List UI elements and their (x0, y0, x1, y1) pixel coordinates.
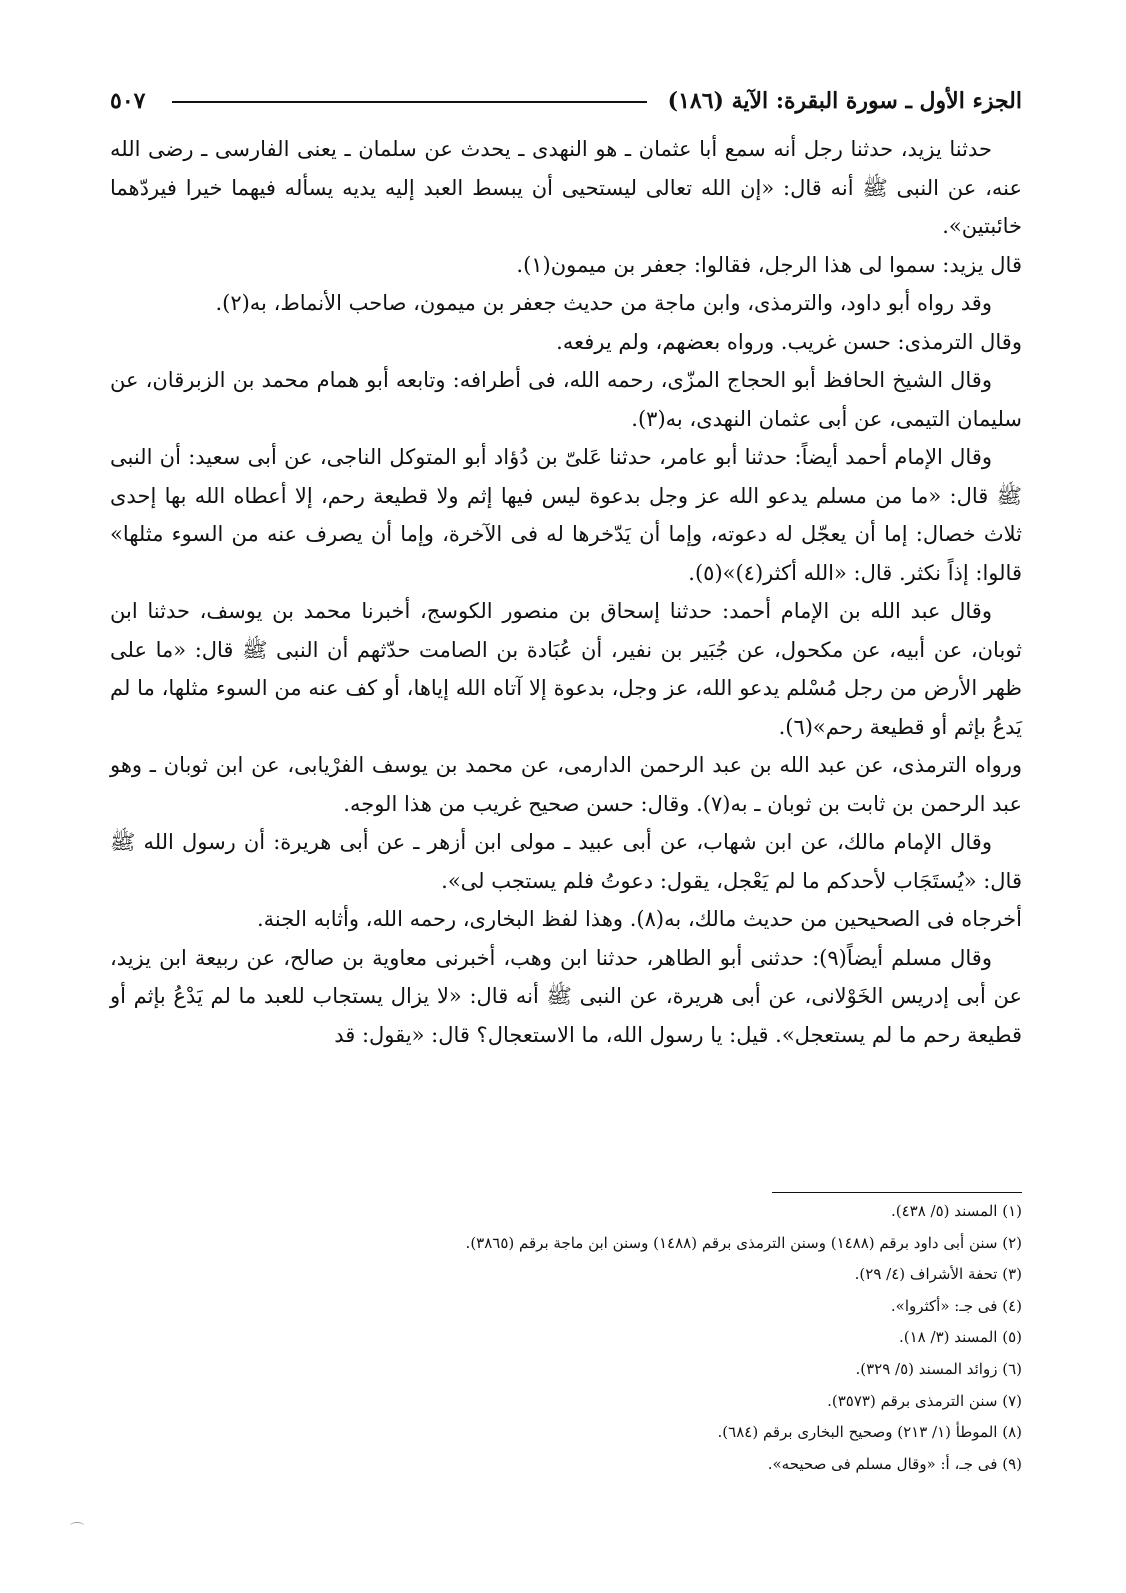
paragraph: وقال الشيخ الحافظ أبو الحجاج المزّى، رحمه الله، فى أطرافه: وتابعه أبو همام محمد بن الزبرقان، عن سليمان التيمى، عن أبى عثمان النهدى، به(٣). (110, 368, 1022, 431)
paragraph: ورواه الترمذى، عن عبد الله بن عبد الرحمن الدارمى، عن محمد بن يوسف الفرْيابى، عن ابن ثوبان ـ وهو عبد الرحمن بن ثابت بن ثوبان ـ به(٧). وقال: حسن صحيح غريب من هذا الوجه. (110, 753, 1022, 816)
footnote: (٧) سنن الترمذى برقم (٣٥٧٣). (827, 1391, 1022, 1410)
footnote: (٤) فى جـ: «أكثروا». (890, 1296, 1022, 1315)
footnotes (110, 1196, 1022, 1480)
paragraph: قال يزيد: سموا لى هذا الرجل، فقالوا: جعفر بن ميمون(١). (516, 252, 1022, 277)
footnote: (٩) فى جـ، أ: «وقال مسلم فى صحيحه». (767, 1454, 1022, 1473)
footnote: (١) المسند (٥/ ٤٣٨). (890, 1202, 1022, 1220)
footnote: (٣) تحفة الأشراف (٤/ ٢٩). (854, 1265, 1022, 1284)
footnote-rule (772, 1192, 1022, 1193)
paragraph: وقال مسلم أيضاً(٩): حدثنى أبو الطاهر، حدثنا ابن وهب، أخبرنى معاوية بن صالح، عن ربيعة ابن يزيد، عن أبى إدريس الخَوْلانى، عن أبى هريرة، عن النبى ﷺ أنه قال: «لا يزال يستجاب للعبد ما لم يَدْعُ بإثم أو قطيعة رحم ما لم يستعجل». قيل: يا رسول الله، ما الاستعجال؟ قال: «يقول: قد (110, 945, 1022, 1047)
paragraph: وقال الإمام مالك، عن ابن شهاب، عن أبى عبيد ـ مولى ابن أزهر ـ عن أبى هريرة: أن رسول الله ﷺ قال: «يُستَجَاب لأحدكم ما لم يَعْجل، يقول: دعوتُ فلم يستجب لى». (110, 830, 1022, 893)
header-title: الجزء الأول ـ سورة البقرة: الآية (١٨٦) (667, 88, 1022, 114)
footnote: (٢) سنن أبى داود برقم (١٤٨٨) وسنن الترمذى برقم (١٤٨٨) وسنن ابن ماجة برقم (٣٨٦٥). (465, 1233, 1022, 1252)
main-text (110, 130, 1022, 1054)
running-header (110, 84, 1022, 118)
footnote: (٦) زوائد المسند (٥/ ٣٢٩). (855, 1359, 1022, 1378)
paragraph: وقد رواه أبو داود، والترمذى، وابن ماجة من حديث جعفر بن ميمون، صاحب الأنماط، به(٢). (215, 291, 992, 315)
paragraph: وقال الإمام أحمد أيضاً: حدثنا أبو عامر، حدثنا عَلىّ بن دُؤاد أبو المتوكل الناجى، عن أبى سعيد: أن النبى ﷺ قال: «ما من مسلم يدعو الله عز وجل بدعوة ليس فيها إثم ولا قطيعة رحم، إلا أعطاه الله بها إحدى ثلاث خصال: إما أن يعجّل له دعوته، وإما أن يَدّخرها له فى الآخرة، وإما أن يصرف عنه من السوء مثلها» قالوا: إذاً نكثر. قال: «الله أكثر(٤)»(٥). (110, 445, 1022, 585)
paragraph: وقال عبد الله بن الإمام أحمد: حدثنا إسحاق بن منصور الكوسج، أخبرنا محمد بن يوسف، حدثنا ابن ثوبان، عن أبيه، عن مكحول، عن جُبَير بن نفير، أن عُبَادة بن الصامت حدّثهم أن النبى ﷺ قال: «ما على ظهر الأرض من رجل مُسْلم يدعو الله، عز وجل، بدعوة إلا آتاه الله إياها، أو كف عنه من السوء مثلها، ما لم يَدعُ بإثم أو قطيعة رحم»(٦). (110, 599, 1022, 739)
page-number: ٥٠٧ (110, 88, 146, 114)
footnote: (٨) الموطأ (١/ ٢١٣) وصحيح البخارى برقم (٦٨٤). (717, 1423, 1022, 1442)
paragraph: حدثنا يزيد، حدثنا رجل أنه سمع أبا عثمان ـ هو النهدى ـ يحدث عن سلمان ـ يعنى الفارسى ـ رضى الله عنه، عن النبى ﷺ أنه قال: «إن الله تعالى ليستحيى أن يبسط العبد إليه يديه يسأله فيهما خيرا فيردّهما خائبتين». (110, 137, 1022, 238)
footnote: (٥) المسند (٣/ ١٨). (899, 1328, 1022, 1347)
paragraph: أخرجاه فى الصحيحين من حديث مالك، به(٨). وهذا لفظ البخارى، رحمه الله، وأثابه الجنة. (256, 907, 1022, 931)
paragraph: وقال الترمذى: حسن غريب. ورواه بعضهم، ولم يرفعه. (556, 329, 1022, 354)
header-rule (172, 101, 647, 103)
scan-mark (70, 1522, 84, 1529)
